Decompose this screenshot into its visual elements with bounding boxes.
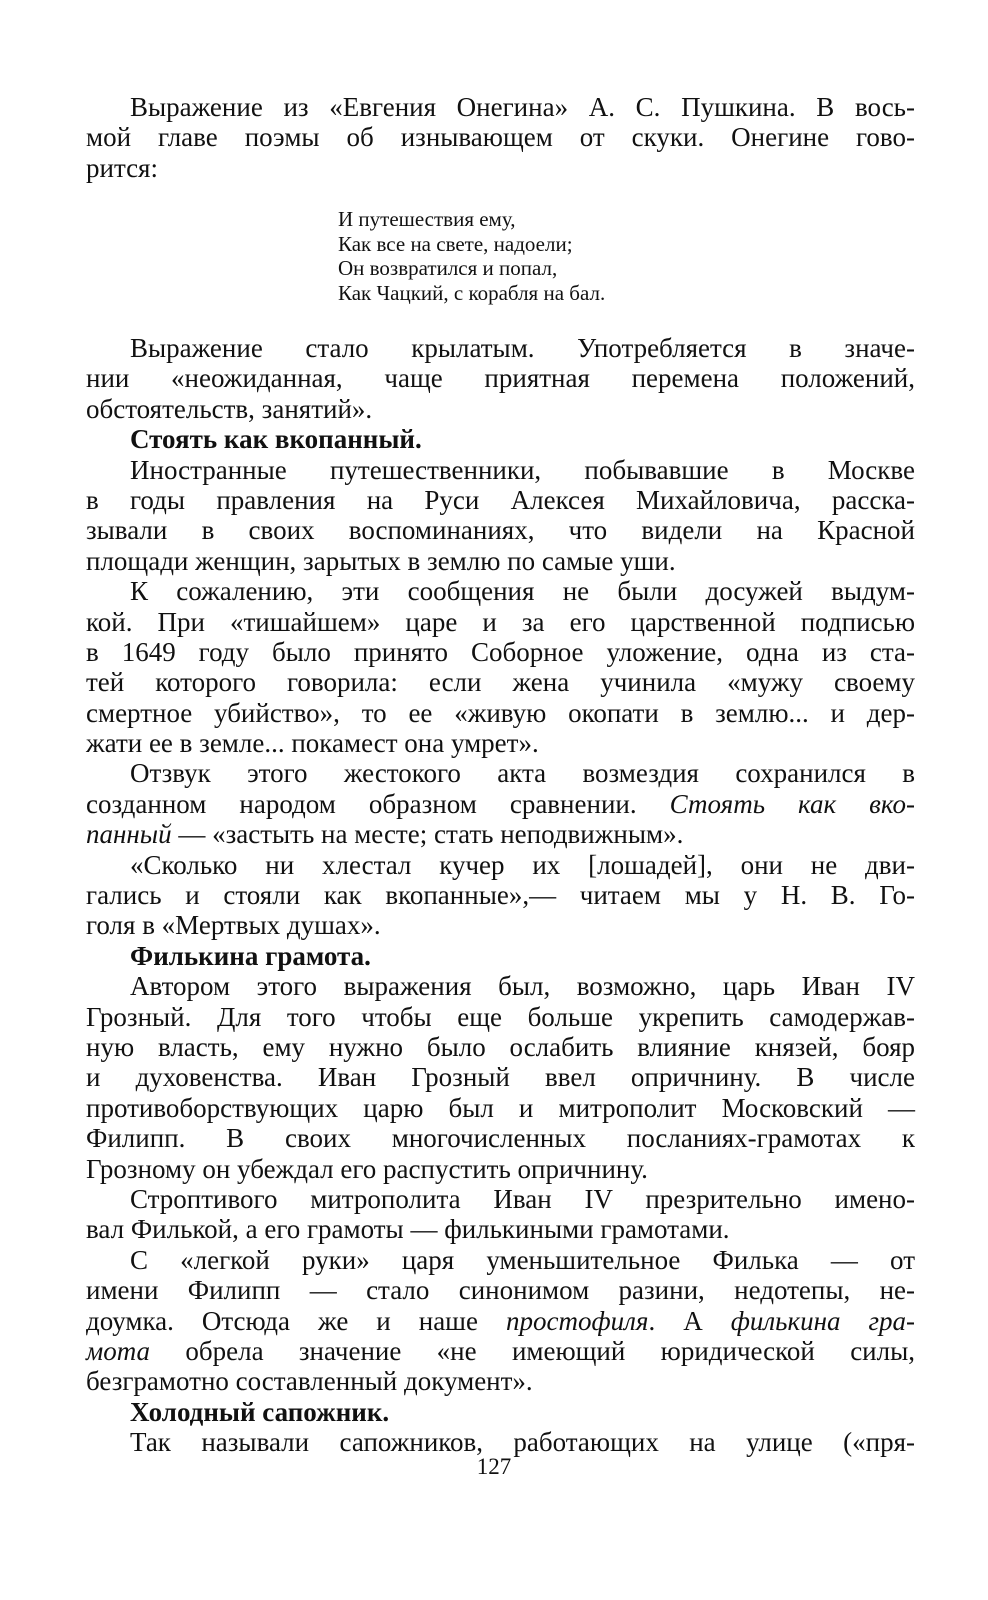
text-line: гались и стояли как вкопанные»,— читаем мы у Н. В. Го- (86, 880, 915, 911)
paragraph (86, 1245, 915, 1397)
text-line: Выражение стало крылатым. Употребляется в значе- (130, 333, 915, 363)
verse-line: Как Чацкий, с корабля на бал. (338, 280, 606, 305)
text-line: безграмотно составленный документ». (86, 1366, 533, 1397)
verse-line: И путешествия ему, (338, 207, 516, 231)
text-line: и духовенства. Иван Грозный ввел опричнину. В числе (86, 1062, 915, 1093)
text-run: . А (648, 1305, 731, 1336)
text-run: созданном народом образном сравнении. (86, 788, 670, 819)
italic-term: мота (86, 1335, 151, 1366)
text-line: смертное убийство», то ее «живую окопати в землю... и дер- (86, 697, 915, 728)
text-line: Выражение из «Евгения Онегина» А. С. Пушкина. В вось- (130, 92, 915, 122)
text-line: К сожалению, эти сообщения не были досужей выдум- (130, 576, 915, 607)
section-heading: Холодный сапожник. (130, 1396, 390, 1427)
paragraph (86, 1184, 915, 1245)
page-number: 127 (476, 1454, 512, 1479)
text-run: доумка. Отсюда же и наше (86, 1305, 506, 1336)
text-run: — «застыть на месте; стать неподвижным». (171, 819, 684, 850)
verse-line: Он возвратился и попал, (338, 256, 558, 280)
paragraph (86, 455, 915, 577)
text-line: в годы правления на Руси Алексея Михайловича, расска- (86, 484, 915, 515)
text-line: «Сколько ни хлестал кучер их [лошадей], они не дви- (130, 849, 915, 880)
text-line: ную власть, ему нужно было ослабить влияние князей, бояр (86, 1031, 915, 1062)
text-line (86, 1336, 915, 1366)
text-line: имени Филипп — стало синонимом разини, недотепы, не- (86, 1275, 915, 1306)
text-line: Строптивого митрополита Иван IV презрительно имено- (130, 1183, 915, 1214)
text-line: нии «неожиданная, чаще приятная перемена положений, (86, 363, 915, 394)
paragraph (86, 758, 915, 849)
text-line: Грозному он убеждал его распустить опричнину. (86, 1153, 648, 1184)
paragraph-intro (86, 92, 915, 183)
text-line: Отзвук этого жестокого акта возмездия сохранился в (130, 758, 915, 789)
italic-term: филькина гра- (730, 1305, 915, 1336)
italic-term: Стоять как вко- (669, 788, 915, 819)
text-line: кой. При «тишайшем» царе и за его царственной подписью (86, 606, 915, 637)
paragraph (86, 333, 915, 424)
body-text (86, 92, 915, 183)
verse-quote (338, 207, 605, 305)
text-line: противоборствующих царю был и митрополит Московский — (86, 1092, 915, 1123)
text-line: обстоятельств, занятий». (86, 393, 373, 424)
text-line: тей которого говорила: если жена учинила «мужу своему (86, 667, 915, 698)
paragraph (86, 576, 915, 758)
text-line: С «легкой руки» царя уменьшительное Филька — от (130, 1244, 915, 1275)
text-run: обрела значение «не имеющий юридической силы, (150, 1335, 915, 1366)
section-heading: Филькина грамота. (130, 940, 371, 971)
italic-term: панный (86, 819, 172, 850)
body-text-main (86, 333, 915, 1457)
text-line: Грозный. Для того чтобы еще больше укрепить самодержав- (86, 1001, 915, 1032)
italic-term: простофиля (505, 1305, 649, 1336)
paragraph (86, 971, 915, 1184)
section-heading: Стоять как вкопанный. (130, 424, 422, 455)
text-line: зывали в своих воспоминаниях, что видели на Красной (86, 515, 915, 546)
text-line (86, 789, 915, 819)
text-line: вал Филькой, а его грамоты — филькиными грамотами. (86, 1214, 730, 1245)
text-line: мой главе поэмы об изнывающем от скуки. Онегине гово- (86, 122, 915, 153)
paragraph (86, 1427, 915, 1457)
text-line: голя в «Мертвых душах». (86, 910, 381, 941)
text-line: рится: (86, 152, 158, 183)
verse-line: Как все на свете, надоели; (338, 231, 573, 256)
text-line: площади женщин, зарытых в землю по самые уши. (86, 545, 676, 576)
text-line: Так называли сапожников, работающих на улице («пря- (130, 1427, 915, 1458)
text-line: Иностранные путешественники, побывавшие в Москве (130, 454, 915, 485)
text-line: жати ее в земле... покамест она умрет». (86, 728, 539, 759)
text-line: в 1649 году было принято Соборное уложение, одна из ста- (86, 636, 915, 667)
text-line: Автором этого выражения был, возможно, царь Иван IV (130, 971, 915, 1002)
paragraph (86, 850, 915, 941)
text-line (86, 819, 915, 849)
text-line (86, 1306, 915, 1336)
text-line: Филипп. В своих многочисленных посланиях-грамотах к (86, 1123, 915, 1154)
